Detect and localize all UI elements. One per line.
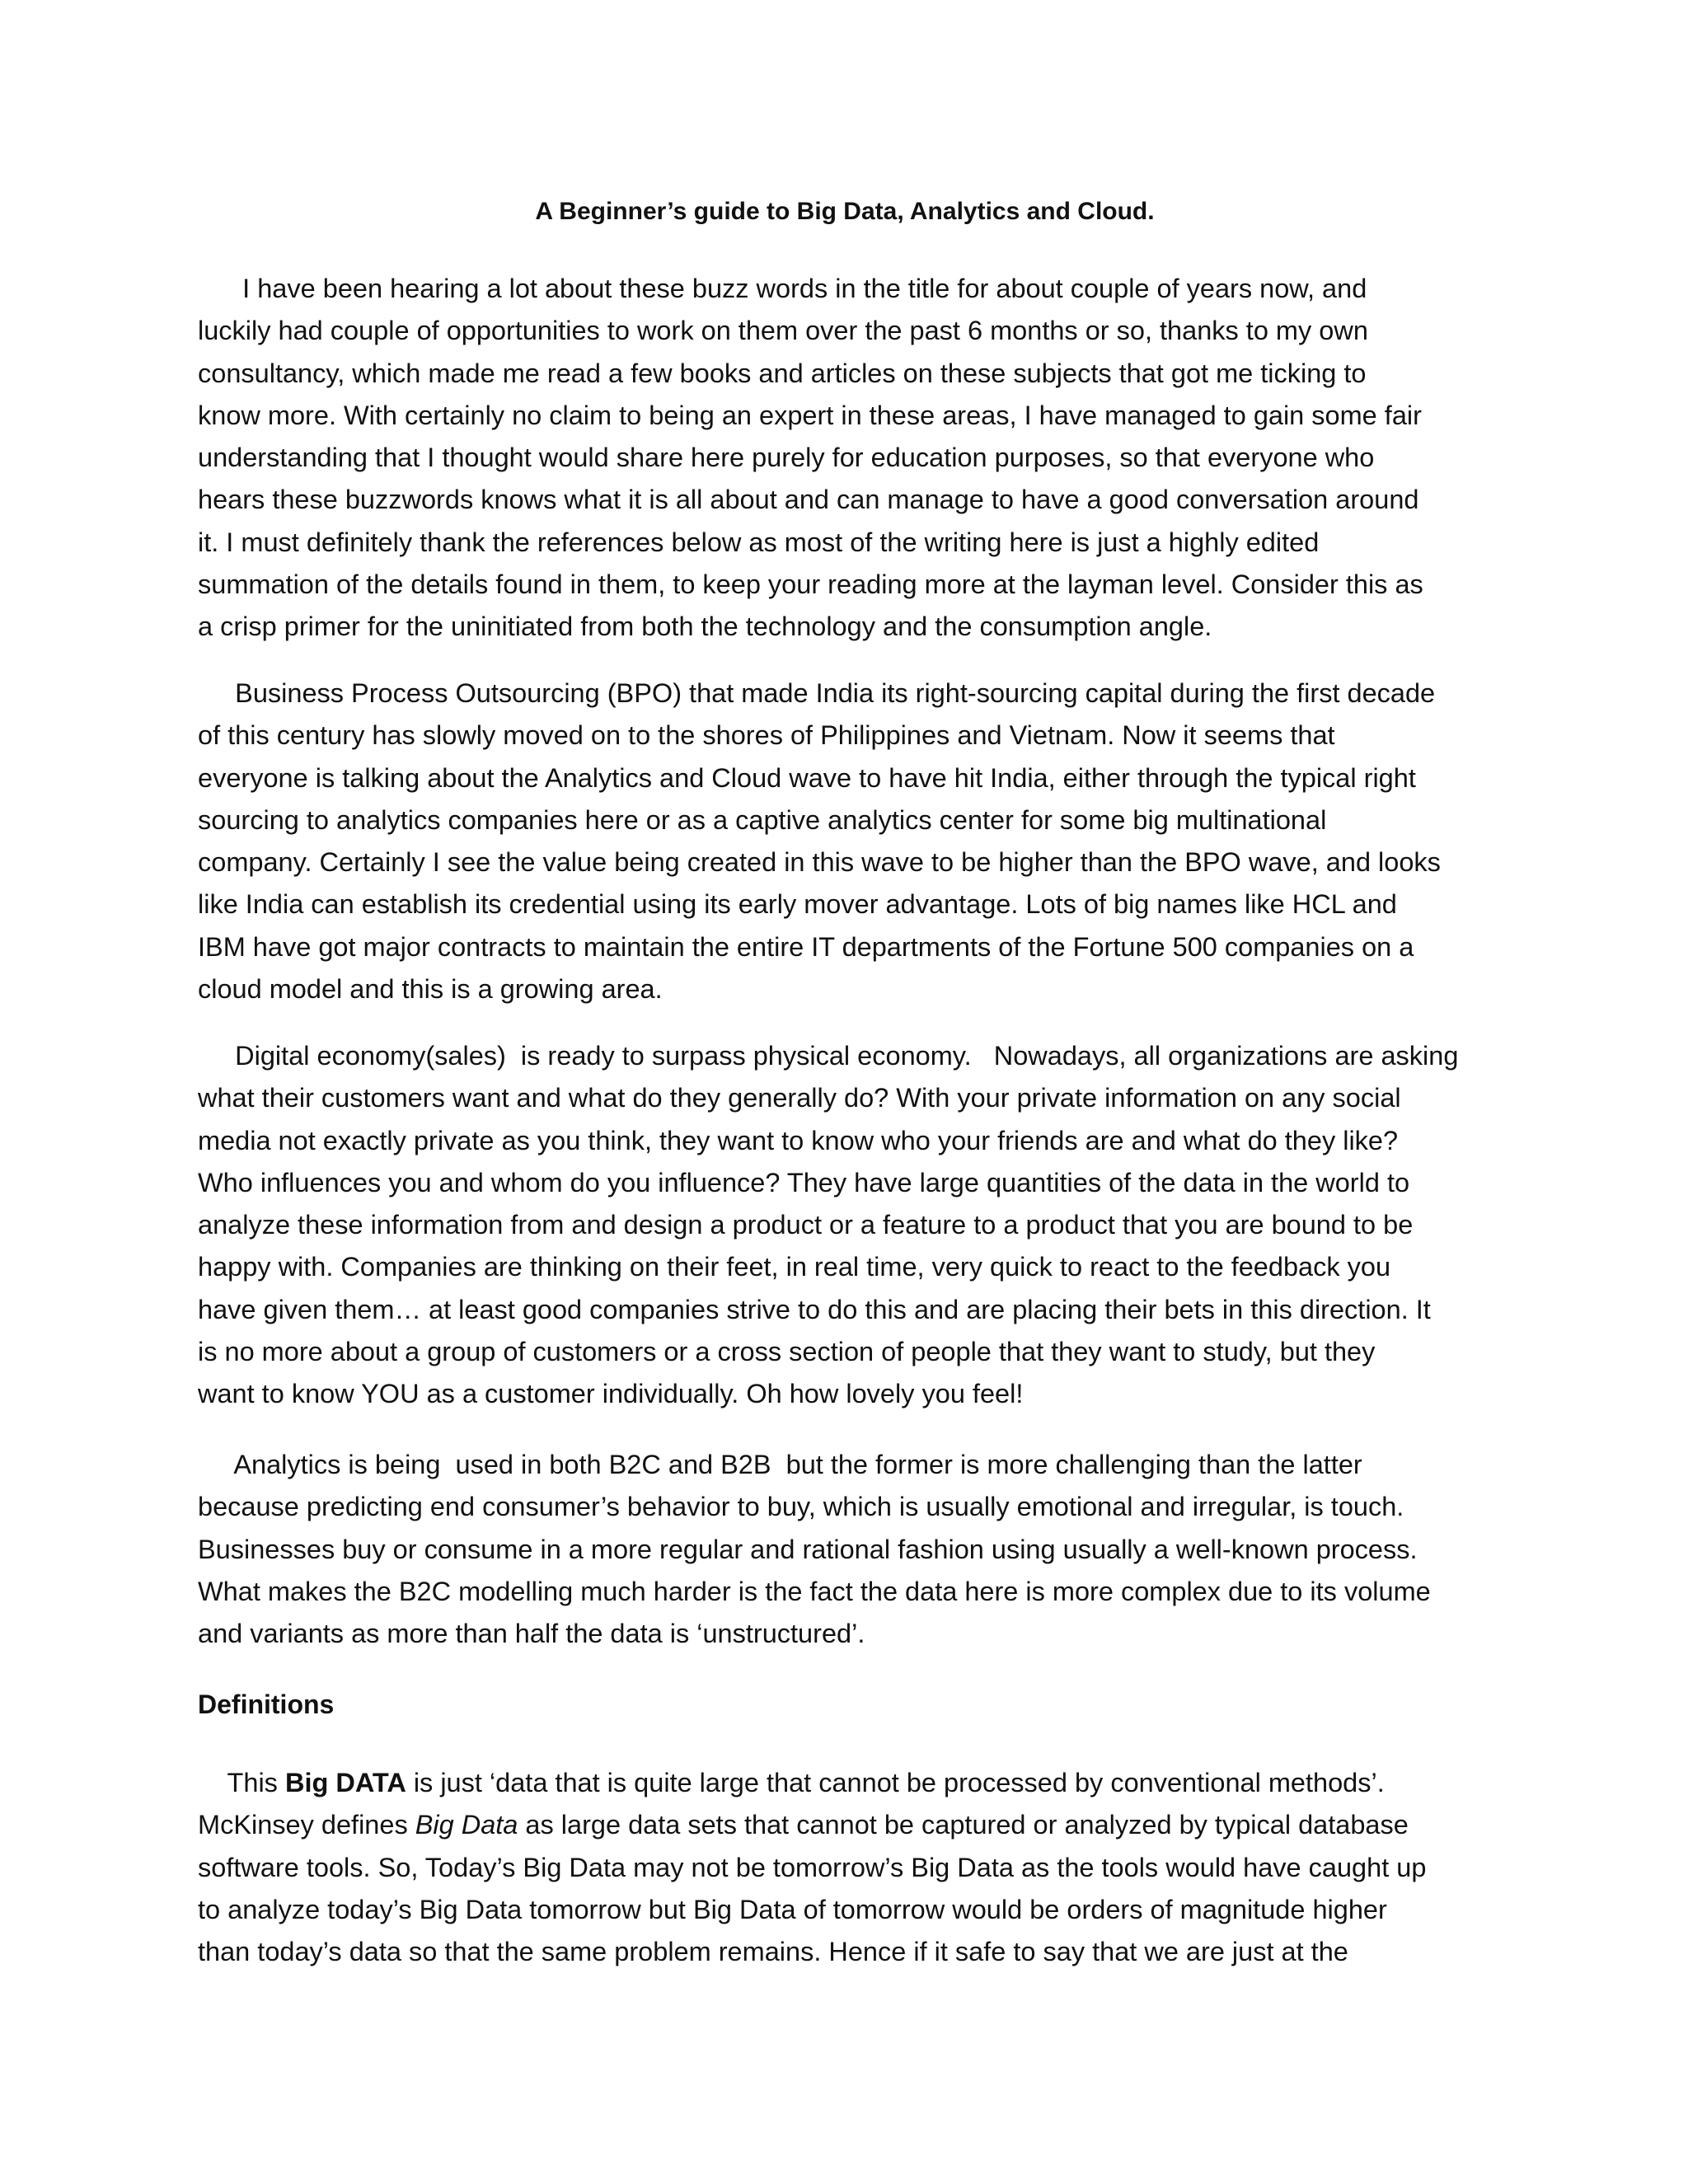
paragraph-line: of this century has slowly moved on to the shores of Philippines and Vietnam. Now it seems that [198,720,1335,751]
paragraph-line: Businesses buy or consume in a more regular and rational fashion using usually a well-known process. [198,1534,1418,1564]
paragraph-line: software tools. So, Today’s Big Data may not be tomorrow’s Big Data as the tools would have caught up [198,1852,1427,1882]
paragraph-line: have given them… at least good companies strive to do this and are placing their bets in this direction. It [198,1294,1431,1324]
definitions-heading: Definitions [198,1690,335,1719]
paragraph-line: everyone is talking about the Analytics and Cloud wave to have hit India, either through the typical right [198,762,1416,793]
paragraph-line: than today’s data so that the same problem remains. Hence if it safe to say that we are just at the [198,1937,1348,1967]
digital-economy-paragraph [198,1035,1492,1416]
paragraph-line: I have been hearing a lot about these buzz words in the title for about couple of years now, and [198,274,1367,303]
paragraph-line: it. I must definitely thank the references below as most of the writing here is just a highly edited [198,527,1320,557]
paragraph-line: understanding that I thought would share here purely for education purposes, so that everyone who [198,443,1375,473]
intro-paragraph [198,268,1492,649]
paragraph-line: like India can establish its credential using its early mover advantage. Lots of big names like HCL and [198,889,1397,920]
paragraph-line: know more. With certainly no claim to being an expert in these areas, I have managed to gain some fair [198,400,1422,430]
paragraph-line: media not exactly private as you think, they want to know who your friends are and what do they like? [198,1125,1399,1155]
paragraph-line: and variants as more than half the data is ‘unstructured’. [198,1619,865,1649]
paragraph-line: want to know YOU as a customer individually. Oh how lovely you feel! [198,1379,1024,1409]
paragraph-line: is no more about a group of customers or a cross section of people that they want to study, but they [198,1337,1376,1367]
big-data-term: Big DATA [284,1768,406,1797]
paragraph-line: What makes the B2C modelling much harder is the fact the data here is more complex due to its volume [198,1576,1431,1606]
paragraph-line: Business Process Outsourcing (BPO) that made India its right-sourcing capital during the first decade [198,678,1436,708]
paragraph-line: company. Certainly I see the value being created in this wave to be higher than the BPO wave, and looks [198,847,1441,878]
paragraph-line [198,1762,1492,1804]
paragraph-line: because predicting end consumer’s behavior to buy, which is usually emotional and irregular, is touch. [198,1492,1404,1522]
paragraph-line: sourcing to analytics companies here or as a captive analytics center for some big multinational [198,804,1327,835]
text-run: This [198,1768,285,1797]
document-title: A Beginner’s guide to Big Data, Analytics and Cloud. [535,198,1155,225]
paragraph-line: happy with. Companies are thinking on their feet, in real time, very quick to react to the feedback you [198,1252,1391,1282]
paragraph-line: a crisp primer for the uninitiated from both the technology and the consumption angle. [198,612,1212,642]
definitions-paragraph [198,1762,1492,1973]
paragraph-line: consultancy, which made me read a few books and articles on these subjects that got me ticking to [198,358,1367,388]
paragraph-line: summation of the details found in them, to keep your reading more at the layman level. Consider this as [198,569,1423,600]
paragraph-line: cloud model and this is a growing area. [198,974,663,1005]
analytics-paragraph [198,1444,1492,1655]
paragraph-line: luckily had couple of opportunities to work on them over the past 6 months or so, thanks to my own [198,316,1368,346]
text-run: is just ‘data that is quite large that cannot be processed by conventional methods’. [406,1768,1385,1797]
paragraph-line: to analyze today’s Big Data tomorrow but Big Data of tomorrow would be orders of magnitude higher [198,1894,1387,1924]
paragraph-line: Who influences you and whom do you influence? They have large quantities of the data in the world to [198,1167,1410,1197]
text-run: McKinsey defines [198,1810,415,1840]
paragraph-line: Digital economy(sales) is ready to surpass physical economy. Nowadays, all organizations are asking [198,1041,1459,1071]
paragraph-line: Analytics is being used in both B2C and B2B but the former is more challenging than the latter [198,1450,1362,1479]
paragraph-line: hears these buzzwords knows what it is all about and can manage to have a good conversation around [198,485,1419,515]
text-run: as large data sets that cannot be captured or analyzed by typical database [518,1810,1409,1840]
big-data-italic-term: Big Data [415,1810,518,1840]
paragraph-line: IBM have got major contracts to maintain the entire IT departments of the Fortune 500 companies on a [198,931,1414,962]
paragraph-line [198,1804,1492,1846]
paragraph-line: what their customers want and what do they generally do? With your private information on any social [198,1083,1401,1113]
bpo-paragraph [198,673,1492,1010]
paragraph-line: analyze these information from and design a product or a feature to a product that you are bound to be [198,1210,1414,1240]
